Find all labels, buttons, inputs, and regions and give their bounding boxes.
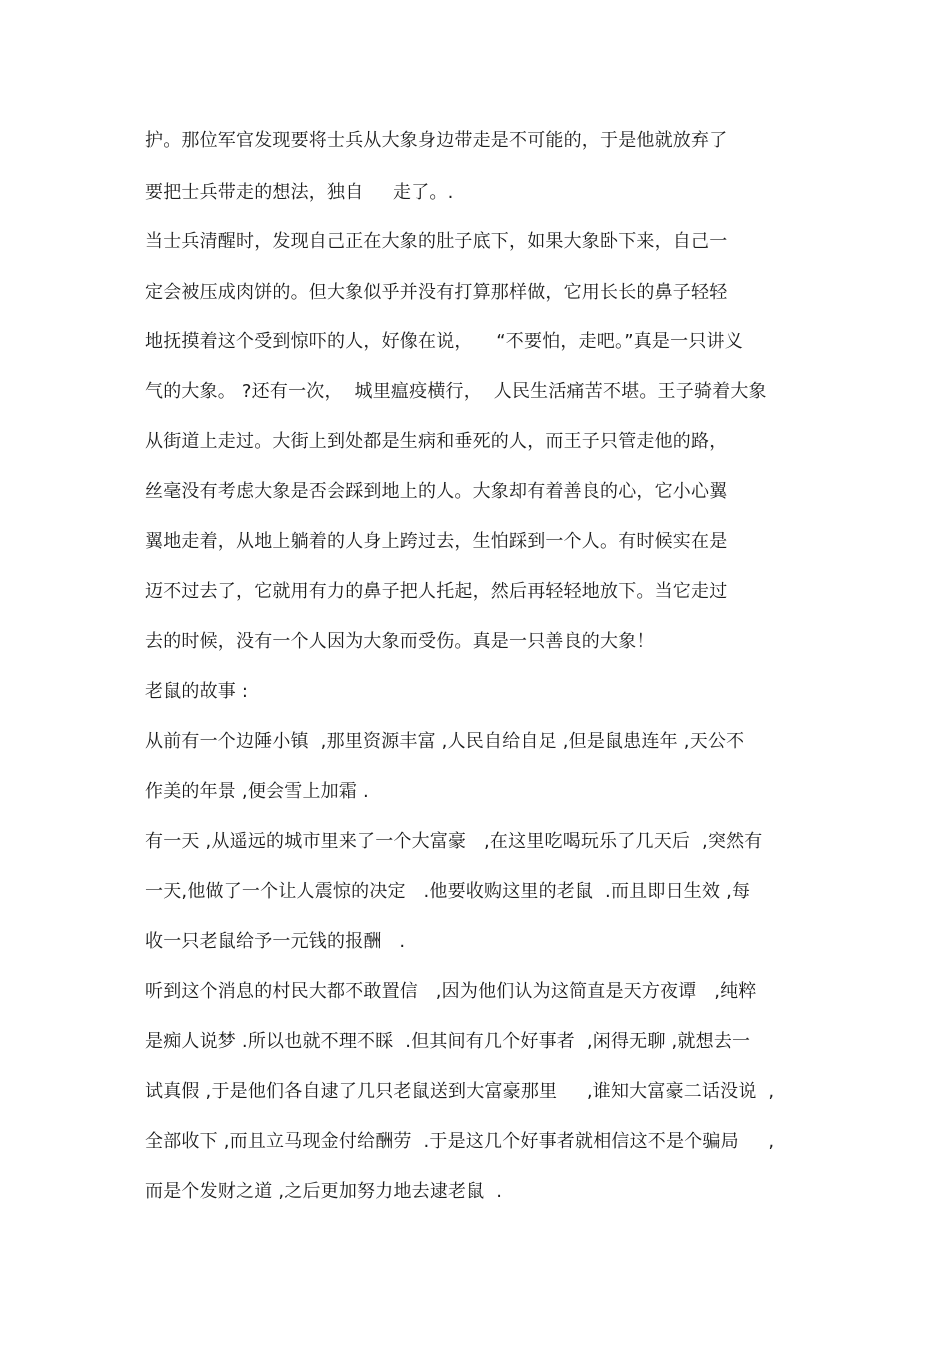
text-line: 作美的年景 ,便会雪上加霜 . [145, 781, 369, 802]
text-line: 翼地走着，从地上躺着的人身上跨过去，生怕踩到一个人。有时候实在是 [145, 531, 728, 552]
text-line: 一天,他做了一个让人震惊的决定 .他要收购这里的老鼠 .而且即日生效 ,每 [145, 881, 751, 902]
text-line: 地抚摸着这个受到惊吓的人，好像在说， “不要怕，走吧。”真是一只讲义 [145, 331, 743, 352]
text-line: 收一只老鼠给予一元钱的报酬 . [145, 931, 406, 952]
text-line: 迈不过去了，它就用有力的鼻子把人托起，然后再轻轻地放下。当它走过 [145, 581, 728, 602]
text-line: 护。那位军官发现要将士兵从大象身边带走是不可能的，于是他就放弃了 [145, 130, 728, 151]
text-line: 是痴人说梦 .所以也就不理不睬 .但其间有几个好事者 ,闲得无聊 ,就想去一 [145, 1031, 751, 1052]
text-line: 定会被压成肉饼的。但大象似乎并没有打算那样做，它用长长的鼻子轻轻 [145, 282, 728, 303]
text-line: 从街道上走过。大街上到处都是生病和垂死的人，而王子只管走他的路， [145, 431, 728, 452]
text-line: 去的时候，没有一个人因为大象而受伤。真是一只善良的大象！ [145, 631, 655, 652]
text-line: 要把士兵带走的想法，独自 走了。. [145, 182, 454, 203]
text-line: 而是个发财之道 ,之后更加努力地去逮老鼠 . [145, 1181, 503, 1202]
text-line: 气的大象。 ?还有一次， 城里瘟疫横行， 人民生活痛苦不堪。王子骑着大象 [145, 381, 767, 402]
text-line: 全部收下 ,而且立马现金付给酬劳 .于是这几个好事者就相信这不是个骗局 , [145, 1131, 775, 1152]
text-line: 有一天 ,从遥远的城市里来了一个大富豪 ,在这里吃喝玩乐了几天后 ,突然有 [145, 831, 763, 852]
text-line: 试真假 ,于是他们各自逮了几只老鼠送到大富豪那里 ,谁知大富豪二话没说 , [145, 1081, 775, 1102]
text-line: 当士兵清醒时，发现自己正在大象的肚子底下，如果大象卧下来，自己一 [145, 231, 728, 252]
text-line: 听到这个消息的村民大都不敢置信 ,因为他们认为这简直是天方夜谭 ,纯粹 [145, 981, 757, 1002]
text-line: 丝毫没有考虑大象是否会踩到地上的人。大象却有着善良的心，它小心翼 [145, 481, 728, 502]
section-heading: 老鼠的故事 : [145, 681, 249, 702]
text-line: 从前有一个边陲小镇 ,那里资源丰富 ,人民自给自足 ,但是鼠患连年 ,天公不 [145, 731, 745, 752]
